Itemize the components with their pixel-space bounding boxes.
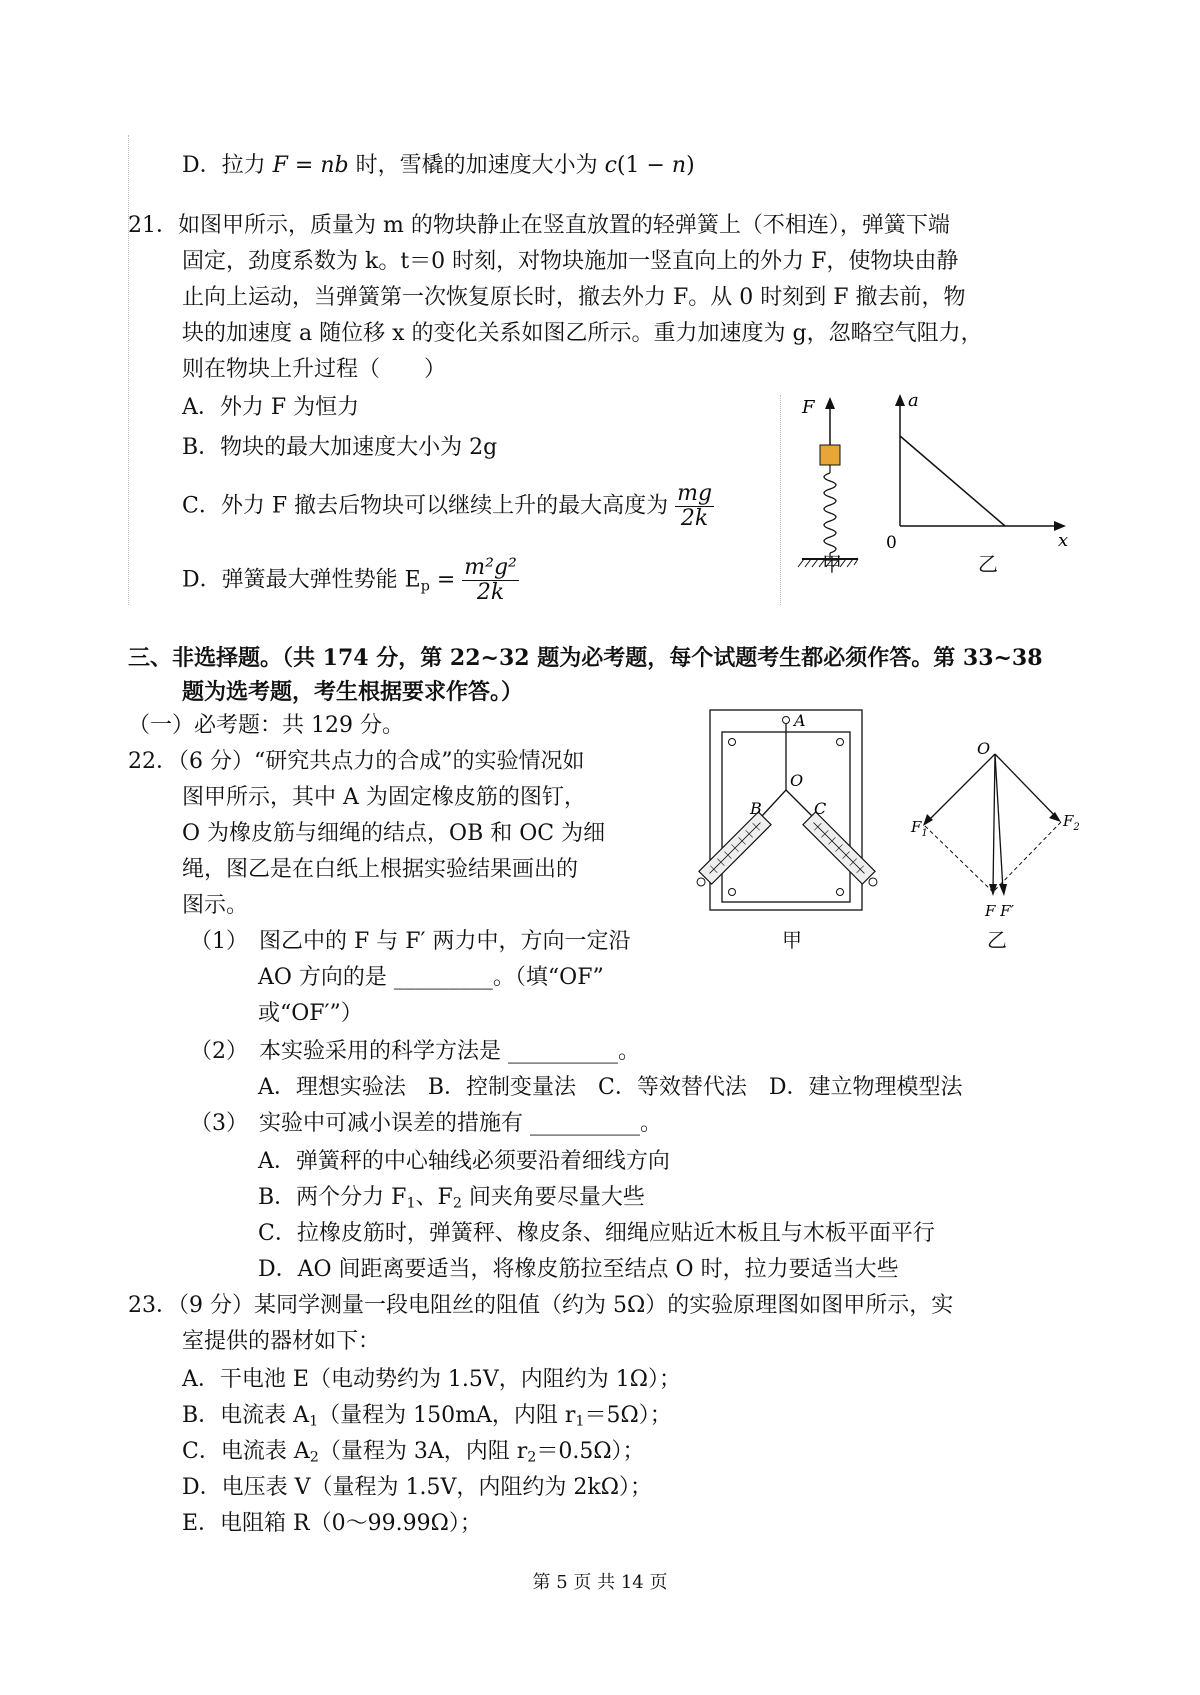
q22-part3-option-c: C．拉橡皮筋时，弹簧秤、橡皮条、细绳应贴近木板且与木板平面平行: [258, 1221, 935, 1246]
q22-part2-options: A．理想实验法 B．控制变量法 C．等效替代法 D．建立物理模型法: [258, 1075, 963, 1100]
q21-option-d: D．弹簧最大弹性势能 $E_p$ = $\frac{\text{m²g²}}{2k}$: [182, 555, 517, 606]
q23-stem-line2: 室提供的器材如下：: [182, 1329, 381, 1354]
q21-stem-line4: 块的加速度 a 随位移 x 的变化关系如图乙所示。重力加速度为 g，忽略空气阻力，: [182, 321, 983, 346]
q23-stem-line1: 23．（9 分）某同学测量一段电阻丝的阻值（约为 5Ω）的实验原理图如图甲所示，实: [128, 1293, 954, 1318]
q21-option-d-fraction: $\frac{\text{m²g²}}{2k}$: [464, 555, 517, 606]
q22-part1-line1: （1） 图乙中的 F 与 F′ 两力中，方向一定沿: [190, 929, 631, 954]
q21-fig-origin-label: 0: [886, 533, 897, 553]
q21-figure-yi: [880, 390, 1080, 553]
q22-fig2-F2-label: $F_2$: [1063, 812, 1080, 833]
q22-stem-line1: 22．（6 分）“研究共点力的合成”的实验情况如: [128, 749, 585, 774]
q21-option-c-fraction: $\frac{mg}{2k}$: [677, 481, 713, 532]
page-footer: 第 5 页 共 14 页: [532, 1572, 668, 1593]
q22-fig-O-label: O: [790, 771, 804, 790]
q22-part3-option-a: A．弹簧秤的中心轴线必须要沿着细线方向: [258, 1149, 670, 1174]
q21-stem-line2: 固定，劲度系数为 k。t＝0 时刻，对物块施加一竖直向上的外力 F，使物块由静: [182, 249, 959, 274]
q22-fig2-F1-label: $F_1$: [911, 818, 928, 839]
q22-fig-yi-caption: 乙: [987, 928, 1007, 952]
q21-stem-line5: 则在物块上升过程（ ）: [182, 357, 447, 382]
q21-stem-line1: 21．如图甲所示，质量为 m 的物块静止在竖直放置的轻弹簧上（不相连），弹簧下端: [128, 213, 950, 238]
q21-option-c: C．外力 F 撤去后物块可以继续上升的最大高度为 $\frac{mg}{2k}$: [182, 481, 713, 532]
section3-heading-line1: 三、非选择题。（共 174 分，第 22~32 题为必考题，每个试题考生都必须作答。第 33~38: [128, 645, 1043, 671]
q22-figure-jia: [690, 708, 890, 918]
q21-stem-line3: 止向上运动，当弹簧第一次恢复原长时，撤去外力 F。从 0 时刻到 F 撤去前，物: [182, 285, 966, 310]
q21-fig-a-label: a: [908, 390, 919, 411]
q21-fig-yi-caption: 乙: [978, 552, 998, 576]
q22-figure-yi: [905, 739, 1085, 920]
q21-fig-jia-caption: 甲: [822, 552, 842, 576]
q22-part3: （3） 实验中可减小误差的措施有 __________。: [190, 1111, 662, 1136]
q22-stem-line3: O 为橡皮筋与细绳的结点，OB 和 OC 为细: [182, 821, 606, 846]
q22-fig2-FF-label: F F′: [985, 902, 1014, 920]
q22-part3-option-b: B．两个分力 $F_1$、$F_2$ 间夹角要尽量大些: [258, 1185, 645, 1212]
q23-option-d: D．电压表 V（量程为 1.5V，内阻约为 2kΩ）；: [182, 1475, 652, 1500]
q21-fig-x-label: x: [1058, 530, 1069, 551]
q22-fig-B-label: B: [750, 799, 762, 818]
q22-part3-option-d: D．AO 间距离要适当，将橡皮筋拉至结点 O 时，拉力要适当大些: [258, 1257, 899, 1282]
figure-guide: [780, 395, 781, 605]
q21-option-a: A．外力 F 为恒力: [182, 395, 360, 420]
section3-subheading: （一）必考题：共 129 分。: [128, 713, 404, 738]
q22-stem-line4: 绳，图乙是在白纸上根据实验结果画出的: [182, 857, 579, 882]
margin-guide: [128, 135, 129, 605]
q22-part1-line2: AO 方向的是 _________。（填“OF”: [258, 965, 604, 990]
q21-option-b: B．物块的最大加速度大小为 2g: [182, 435, 498, 460]
q22-stem-line5: 图示。: [182, 893, 249, 918]
q22-part2: （2） 本实验采用的科学方法是 __________。: [190, 1039, 640, 1064]
q23-option-b: B．电流表 $A_1$（量程为 150mA，内阻 $r_1=5\Omega$）；: [182, 1403, 672, 1430]
q23-option-e: E．电阻箱 R（0～99.99Ω）；: [182, 1511, 482, 1536]
q22-fig-C-label: C: [814, 799, 827, 818]
q22-stem-line2: 图甲所示，其中 A 为固定橡皮筋的图钉，: [182, 785, 586, 810]
section3-heading-line2: 题为选考题，考生根据要求作答。）: [182, 679, 524, 705]
q22-part1-line3: 或“OF′”）: [258, 1001, 363, 1026]
q23-option-a: A．干电池 E（电动势约为 1.5V，内阻约为 1Ω）；: [182, 1367, 682, 1392]
q23-option-c: C．电流表 $A_2$（量程为 3A，内阻 $r_2=0.5\Omega$）；: [182, 1439, 645, 1466]
q22-fig-jia-caption: 甲: [782, 928, 802, 952]
q21-graph-line: [900, 436, 1005, 526]
q22-fig2-O-label: O: [977, 739, 991, 758]
q20-option-d: D．拉力 F = nb 时，雪橇的加速度大小为 c(1 − n): [182, 153, 695, 178]
q22-fig-A-label: A: [794, 711, 806, 730]
q21-fig-F-label: F: [802, 397, 815, 418]
